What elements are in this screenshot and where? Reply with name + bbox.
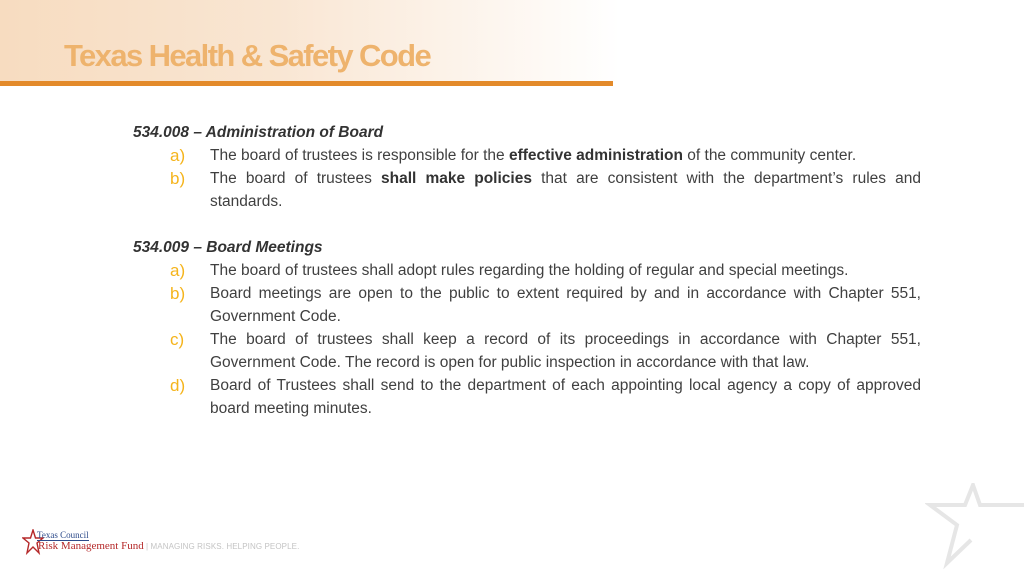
item-text: The board of trustees bbox=[210, 170, 381, 187]
item-text: that are consistent with the department’s rules and standards. bbox=[210, 170, 922, 210]
star-outline-icon bbox=[925, 483, 1024, 573]
list-item bbox=[133, 328, 921, 374]
list-item bbox=[133, 167, 921, 213]
section-list bbox=[133, 259, 921, 420]
list-item bbox=[133, 282, 921, 328]
logo-text-risk-management-fund: Risk Management Fund bbox=[38, 540, 144, 552]
footer-tagline: | MANAGING RISKS. HELPING PEOPLE. bbox=[146, 542, 300, 551]
section-heading: 534.009 – Board Meetings bbox=[133, 239, 323, 256]
item-text: Board meetings are open to the public to extent required by and in accordance with Chapter 551, Government Code. bbox=[210, 285, 921, 325]
list-marker: c) bbox=[170, 330, 185, 349]
item-text: The board of trustees shall adopt rules regarding the holding of regular and special meetings. bbox=[210, 262, 849, 279]
list-marker: b) bbox=[170, 284, 186, 303]
list-item bbox=[133, 259, 921, 282]
item-text: Board of Trustees shall send to the department of each appointing local agency a copy of approved board meeting minutes. bbox=[210, 377, 921, 417]
footer-logo bbox=[20, 529, 320, 559]
section-administration-of-board bbox=[133, 121, 921, 213]
section-list bbox=[133, 144, 921, 213]
section-board-meetings bbox=[133, 236, 921, 420]
list-marker: b) bbox=[170, 169, 186, 188]
item-text: The board of trustees shall keep a record of its proceedings in accordance with Chapter 551, Government Code. The record is open for public inspection in accordance with that law. bbox=[210, 331, 921, 371]
title-underline bbox=[0, 81, 613, 86]
section-heading: 534.008 – Administration of Board bbox=[133, 124, 384, 141]
list-item bbox=[133, 374, 921, 420]
list-marker: a) bbox=[170, 146, 186, 165]
list-marker: a) bbox=[170, 261, 186, 280]
list-item bbox=[133, 144, 921, 167]
item-text: The board of trustees is responsible for the bbox=[210, 147, 509, 164]
item-emphasis: shall make policies bbox=[380, 170, 532, 187]
item-text: of the community center. bbox=[682, 147, 857, 164]
item-emphasis: effective administration bbox=[508, 147, 683, 164]
slide-content bbox=[133, 121, 921, 420]
list-marker: d) bbox=[170, 376, 186, 395]
slide-title: Texas Health & Safety Code bbox=[64, 38, 431, 73]
logo-text-texas-council: Texas Council bbox=[37, 530, 89, 540]
